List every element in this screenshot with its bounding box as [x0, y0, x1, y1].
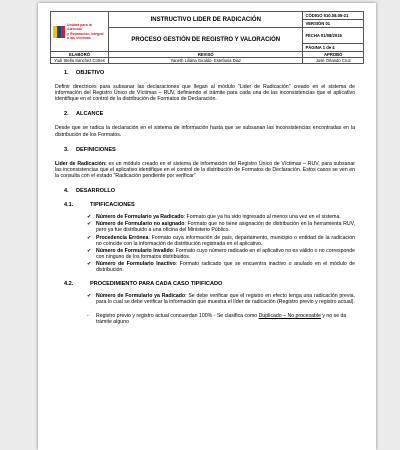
list-item	[87, 248, 355, 260]
item-term: Número de Formulario Invalido	[96, 247, 173, 254]
checkmark-bullet-icon: ✔	[87, 293, 92, 300]
checkmark-bullet-icon: ✔	[87, 234, 92, 241]
list-item	[87, 214, 355, 220]
item-text: y no se da trámite alguno	[96, 313, 347, 326]
subsection-number: 4.1.	[64, 202, 74, 209]
section-title: ALCANCE	[76, 111, 104, 118]
subsection-heading-procedimiento	[64, 281, 355, 287]
subsection-title: TIPIFICACIONES	[90, 202, 135, 209]
item-text: : Formato radicado que se encuentra inactivo o anulado en el módulo de distribución.	[96, 260, 355, 273]
document-header-table	[50, 11, 364, 64]
section-title: DEFINICIONES	[76, 146, 116, 153]
item-term: Número de Formulario no asignado	[96, 221, 185, 228]
section-heading-desarrollo	[64, 188, 355, 194]
checkmark-bullet-icon: ✔	[87, 260, 92, 267]
document-body	[55, 70, 355, 326]
process-title: PROCESO GESTIÓN DE REGISTRO Y VALORACIÓN	[109, 28, 303, 52]
checkmark-bullet-icon: ✔	[87, 221, 92, 228]
list-item	[87, 313, 355, 325]
list-item	[87, 221, 355, 233]
logo-cell	[51, 12, 109, 52]
document-page	[38, 3, 376, 450]
document-title: INSTRUCTIVO LIDER DE RADICACIÓN	[109, 12, 303, 28]
paragraph-definiciones	[55, 161, 355, 179]
section-number: 1.	[64, 70, 69, 76]
name-aprobo: Jose Orlando Cruz	[303, 58, 364, 64]
section-heading-definiciones	[64, 147, 355, 153]
dash-bullet-icon: -	[87, 313, 89, 320]
logo-emblem-icon	[53, 26, 65, 38]
section-title: DESARROLLO	[76, 188, 116, 195]
subsection-number: 4.2.	[64, 281, 74, 288]
item-text: : Formato que no tiene asignación de distribución en la herramienta RUV, pero ya fue distribuido a una oficina del Ministerio Público.	[96, 221, 355, 234]
procedimiento-sublist	[87, 313, 355, 325]
section-title: OBJETIVO	[76, 70, 105, 76]
checkmark-bullet-icon: ✔	[87, 214, 92, 221]
paragraph-objetivo: Definir directrices para subsanar las declaraciones que llegan al módulo "Lider de Radicación" creado en el sistema de información del Registro Único de Víctimas – RUV, definiendo el trámite para cada una de las inconsistencias que el aplicativo identifique en el control de la distribución de Formatos de Declaración.	[55, 84, 355, 103]
role-elaboro: ELABORÓ	[51, 52, 109, 58]
list-item	[87, 235, 355, 247]
document-code: CÓDIGO 510.08.05-21	[303, 12, 364, 20]
subsection-title: PROCEDIMIENTO PARA CADA CASO TIPIFICADO	[90, 281, 223, 288]
procedimiento-list	[87, 293, 355, 305]
document-version: VERSIÓN 01	[303, 20, 364, 28]
tipificaciones-list	[87, 214, 355, 273]
item-text: : Formato cuyo número radicado en el aplicativo no es válido o no corresponde con ninguno de los formatos distribuidos.	[96, 247, 355, 260]
item-text: : Formato que ya ha sido ingresado al menos una vez en el sistema.	[183, 214, 341, 221]
section-heading-alcance	[64, 111, 355, 117]
document-date: FECHA 01/08/2015	[303, 28, 364, 44]
section-number: 4.	[64, 188, 69, 195]
name-reviso: Yaneth Liliana Giraldo- Estefania Diaz	[109, 58, 303, 64]
checkmark-bullet-icon: ✔	[87, 247, 92, 254]
definition-text: es un módulo creado en el sistema de información del Registro Único de Víctimas – RUV, para subsanar las inconsistencias que el aplicativo identifique en el control de la distribución de Formatos de Declaración. Estos casos se ven en la consulta con el estado "Radicación pendiente por verificar"	[55, 160, 355, 179]
item-text: : Se debe verificar que el registro en efecto tenga una radicación previa, para lo cual se debe verificar la información que muestra el líder de radicación (Registro previo y registro actual).	[96, 293, 355, 306]
logo-line-1: Unidad para la Atención	[67, 23, 92, 32]
role-aprobo: APROBÓ	[303, 52, 364, 58]
name-elaboro: Yudi Stella Sanchez Cortes	[51, 58, 109, 64]
role-reviso: REVISÓ	[109, 52, 303, 58]
paragraph-alcance: Desde que se radica la declaración en el sistema de información hasta que se subsanan las inconsistencias encontradas en la distribución de los Formatos.	[55, 125, 355, 138]
organization-logo	[53, 23, 106, 40]
item-underlined-text: Duplicado – No procesable	[258, 313, 321, 320]
item-text: : Formato cuya información de país, departamento, municipio o entidad de la radicación no coincide con la información de distribución registrada en el aplicativo.	[96, 234, 355, 247]
definition-term: Lider de Radicación:	[55, 160, 107, 167]
subsection-heading-tipificaciones	[64, 202, 355, 208]
item-term: Número de Formulario ya Radicado	[96, 293, 186, 300]
item-term: Procedencia Errónea	[96, 234, 149, 241]
list-item	[87, 293, 355, 305]
section-heading-objetivo	[64, 70, 355, 76]
logo-line-2: y Reparación Integral	[67, 31, 104, 36]
section-number: 3.	[64, 146, 69, 153]
list-item	[87, 261, 355, 273]
section-number: 2.	[64, 111, 69, 118]
page-number: PÁGINA 1 de 4	[303, 44, 364, 52]
item-term: Número de Formulario Inactivo	[96, 260, 176, 267]
item-text: Registro previo y registro actual concuerdan 100% - Se clasifica como	[96, 313, 259, 320]
logo-line-3: a las Víctimas	[67, 35, 91, 40]
item-term: Número de Formulario ya Radicado	[96, 214, 184, 221]
